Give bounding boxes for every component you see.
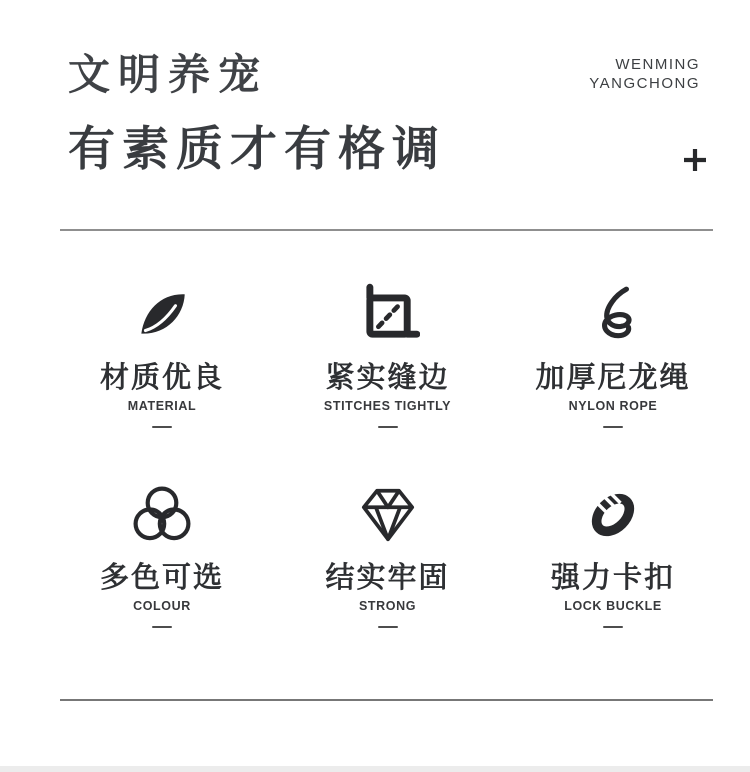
dash-divider: [152, 426, 172, 428]
top-divider: [60, 229, 713, 231]
feature-title: 多色可选: [99, 562, 224, 594]
feature-row-2: [62, 481, 713, 628]
brand-line-1: WENMING: [615, 56, 700, 73]
feature-subtitle: MATERIAL: [127, 399, 197, 413]
leaf-icon: [126, 281, 198, 349]
dash-divider: [603, 626, 623, 628]
feature-subtitle: NYLON ROPE: [568, 399, 658, 413]
dash-divider: [378, 626, 398, 628]
feature-card-colour: [62, 481, 262, 628]
rope-icon: [577, 281, 649, 349]
feature-subtitle: COLOUR: [133, 599, 191, 613]
carabiner-icon: [577, 481, 649, 549]
brand-line-2: YANGCHONG: [589, 75, 700, 92]
feature-subtitle: LOCK BUCKLE: [564, 599, 662, 613]
dash-divider: [152, 626, 172, 628]
bottom-divider: [60, 699, 713, 701]
feature-title: 材质优良: [99, 362, 224, 394]
brand-romanized: [589, 55, 700, 93]
feature-title: 强力卡扣: [550, 562, 675, 594]
dash-divider: [603, 426, 623, 428]
feature-card-strong: [288, 481, 488, 628]
feature-card-material: [62, 281, 262, 428]
diamond-icon: [352, 481, 424, 549]
title-line-1: 文明养宠: [68, 51, 269, 98]
feature-card-buckle: [513, 481, 713, 628]
title-line-2: 有素质才有格调: [68, 122, 446, 175]
feature-subtitle: STRONG: [358, 599, 417, 613]
feature-title: 结实牢固: [325, 562, 450, 594]
feature-title: 紧实缝边: [325, 362, 450, 394]
feature-subtitle: STITCHES TIGHTLY: [323, 399, 452, 413]
feature-card-rope: [513, 281, 713, 428]
dash-divider: [378, 426, 398, 428]
feature-title: 加厚尼龙绳: [535, 362, 691, 394]
bottom-edge-strip: [0, 766, 750, 772]
circles-icon: [126, 481, 198, 549]
stitches-icon: [352, 281, 424, 349]
plus-icon: [682, 147, 708, 173]
feature-row-1: [62, 281, 713, 428]
feature-card-stitches: [288, 281, 488, 428]
